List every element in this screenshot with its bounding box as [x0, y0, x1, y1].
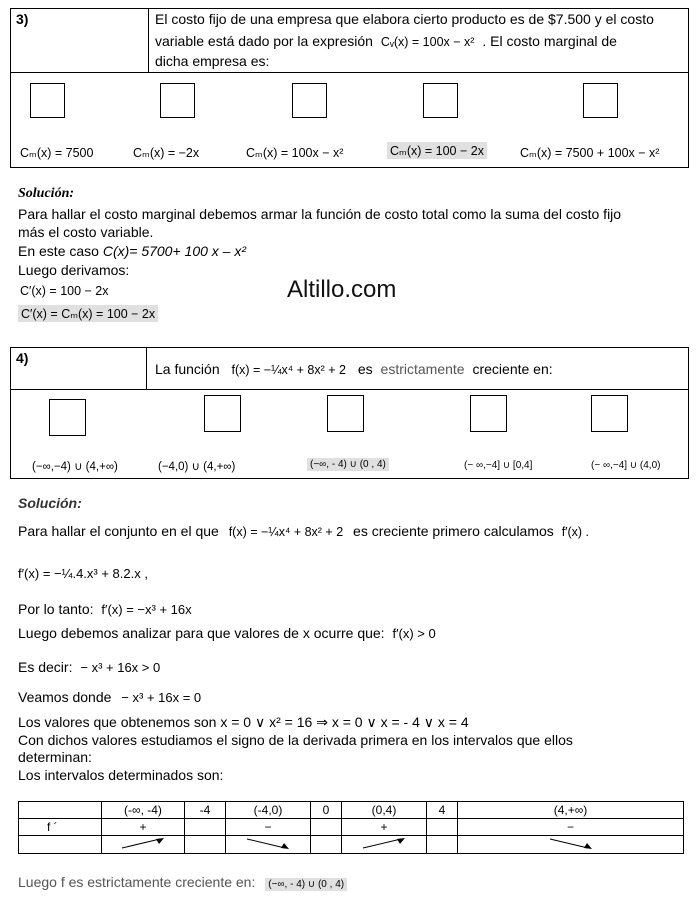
trend-cell [342, 836, 427, 854]
q4-option-5-checkbox[interactable] [591, 395, 628, 432]
q4-option-4-checkbox[interactable] [470, 395, 507, 432]
arrow-up-right-icon [118, 836, 168, 850]
q3-divider [10, 72, 689, 73]
arrow-down-right-icon [546, 836, 596, 850]
sol3-paragraph-line1: Para hallar el costo marginal debemos armar la función de costo total como la suma del costo fijo [18, 206, 622, 222]
conclusion-answer: (−∞, - 4) ∪ (0 , 4) [265, 878, 347, 891]
conclusion-text: Luego f es estrictamente creciente en: (−∞, - 4) ∪ (0 , 4) [18, 873, 347, 894]
trend-cell [458, 836, 684, 854]
sol3-paragraph-line3: En este caso C(x)= 5700+ 100 x – x² [18, 243, 247, 259]
q4-divider [10, 389, 689, 390]
q3-option-1-checkbox[interactable] [30, 83, 65, 118]
sol3-answer: C′(x) = Cₘ(x) = 100 − 2x [18, 305, 158, 322]
sol4-line8: Con dichos valores estudiamos el signo de la derivada primera en los intervalos que ellos [18, 732, 573, 748]
sign-cell [185, 819, 226, 836]
q4-function: f(x) = −¼x⁴ + 8x² + 2 [231, 363, 346, 377]
q3-cv-expression: Cᵥ(x) = 100x − x² [380, 35, 475, 49]
sign-cell: + [342, 819, 427, 836]
sign-table-sign-row [19, 819, 684, 836]
q4-option-3-checkbox[interactable] [327, 395, 364, 432]
q3-option-2-label: Cₘ(x) = −2x [133, 146, 200, 160]
sign-table-header-cell: 0 [311, 802, 342, 819]
q4-statement: La función f(x) = −¼x⁴ + 8x² + 2 es estrictamente creciente en: [155, 361, 553, 377]
sign-cell: − [458, 819, 684, 836]
q4-option-2-label: (−4,0) ∪ (4,+∞) [158, 461, 236, 473]
q3-option-2-checkbox[interactable] [160, 83, 195, 118]
q4-option-3-label: (−∞, - 4) ∪ (0 , 4) [307, 458, 389, 471]
q4-strictly: estrictamente [380, 361, 465, 377]
sign-table-trend-row [19, 836, 684, 854]
sign-cell [311, 819, 342, 836]
sol4-line6: Veamos donde − x³ + 16x = 0 [18, 689, 202, 705]
sign-cell: − [226, 819, 311, 836]
sol4-line1: Para hallar el conjunto en el que f(x) = −¼x⁴ + 8x² + 2 es creciente primero calculamos f′(x) . [18, 523, 590, 539]
q3-number: 3) [16, 11, 29, 27]
sign-table [18, 801, 684, 854]
sol3-derivative: C′(x) = 100 − 2x [20, 284, 109, 298]
q3-statement-line2: variable está dado por la expresión Cᵥ(x) = 100x − x² . El costo marginal de [155, 33, 617, 49]
q3-option-4-checkbox[interactable] [423, 83, 458, 118]
sol4-line5: Es decir: − x³ + 16x > 0 [18, 659, 161, 675]
sign-table-row-label: f ´ [19, 819, 102, 836]
q4-option-2-checkbox[interactable] [204, 395, 241, 432]
sol3-paragraph-line2: más el costo variable. [18, 224, 154, 240]
trend-cell [102, 836, 185, 854]
trend-cell [226, 836, 311, 854]
q4-number-divider [146, 347, 147, 389]
q3-option-3-checkbox[interactable] [292, 83, 327, 118]
sign-table-header-cell: (-∞, -4) [102, 802, 185, 819]
sol4-line7: Los valores que obtenemos son x = 0 ∨ x² = 16 ⇒ x = 0 ∨ x = - 4 ∨ x = 4 [18, 714, 469, 730]
sol4-title: Solución: [18, 495, 82, 511]
sign-cell: + [102, 819, 185, 836]
q3-number-divider [148, 8, 149, 72]
sol3-paragraph-line4: Luego derivamos: [18, 262, 130, 278]
sign-table-header-cell: 4 [427, 802, 458, 819]
q4-option-1-checkbox[interactable] [49, 399, 86, 436]
q4-option-5-label: (− ∞,−4] ∪ (4,0) [591, 460, 661, 471]
sol4-line3: Por lo tanto: f′(x) = −x³ + 16x [18, 601, 192, 617]
q3-option-5-checkbox[interactable] [583, 83, 618, 118]
sol4-line4: Luego debemos analizar para que valores de x ocurre que: f′(x) > 0 [18, 625, 436, 641]
sol4-line10: Los intervalos determinados son: [18, 767, 224, 783]
sign-table-header-cell: -4 [185, 802, 226, 819]
q3-option-1-label: Cₘ(x) = 7500 [20, 146, 94, 160]
q3-option-5-label: Cₘ(x) = 7500 + 100x − x² [520, 146, 660, 160]
sign-table-header-row [19, 802, 684, 819]
q3-statement-line1: El costo fijo de una empresa que elabora cierto producto es de $7.500 y el costo [155, 11, 654, 27]
q4-number: 4) [16, 350, 29, 366]
q3-option-4-label: Cₘ(x) = 100 − 2x [387, 142, 487, 159]
arrow-up-right-icon [359, 836, 409, 850]
sol4-line9: determinan: [18, 749, 92, 765]
sign-table-header-cell: (4,+∞) [458, 802, 684, 819]
q4-option-1-label: (−∞,−4) ∪ (4,+∞) [32, 461, 118, 473]
sign-table-header-cell [19, 802, 102, 819]
arrow-down-right-icon [243, 836, 293, 850]
sign-table-header-cell: (0,4) [342, 802, 427, 819]
q4-option-4-label: (− ∞,−4] ∪ [0,4] [464, 460, 533, 471]
watermark: Altillo.com [287, 276, 397, 303]
sol3-cost-function: C(x)= 5700+ 100 x – x² [102, 243, 247, 259]
q3-option-3-label: Cₘ(x) = 100x − x² [246, 146, 344, 160]
sign-cell [427, 819, 458, 836]
q3-statement-line3: dicha empresa es: [155, 53, 270, 69]
sol4-line2: f′(x) = −¼.4.x³ + 8.2.x , [18, 566, 148, 581]
sol3-title: Solución: [18, 186, 75, 201]
sign-table-header-cell: (-4,0) [226, 802, 311, 819]
